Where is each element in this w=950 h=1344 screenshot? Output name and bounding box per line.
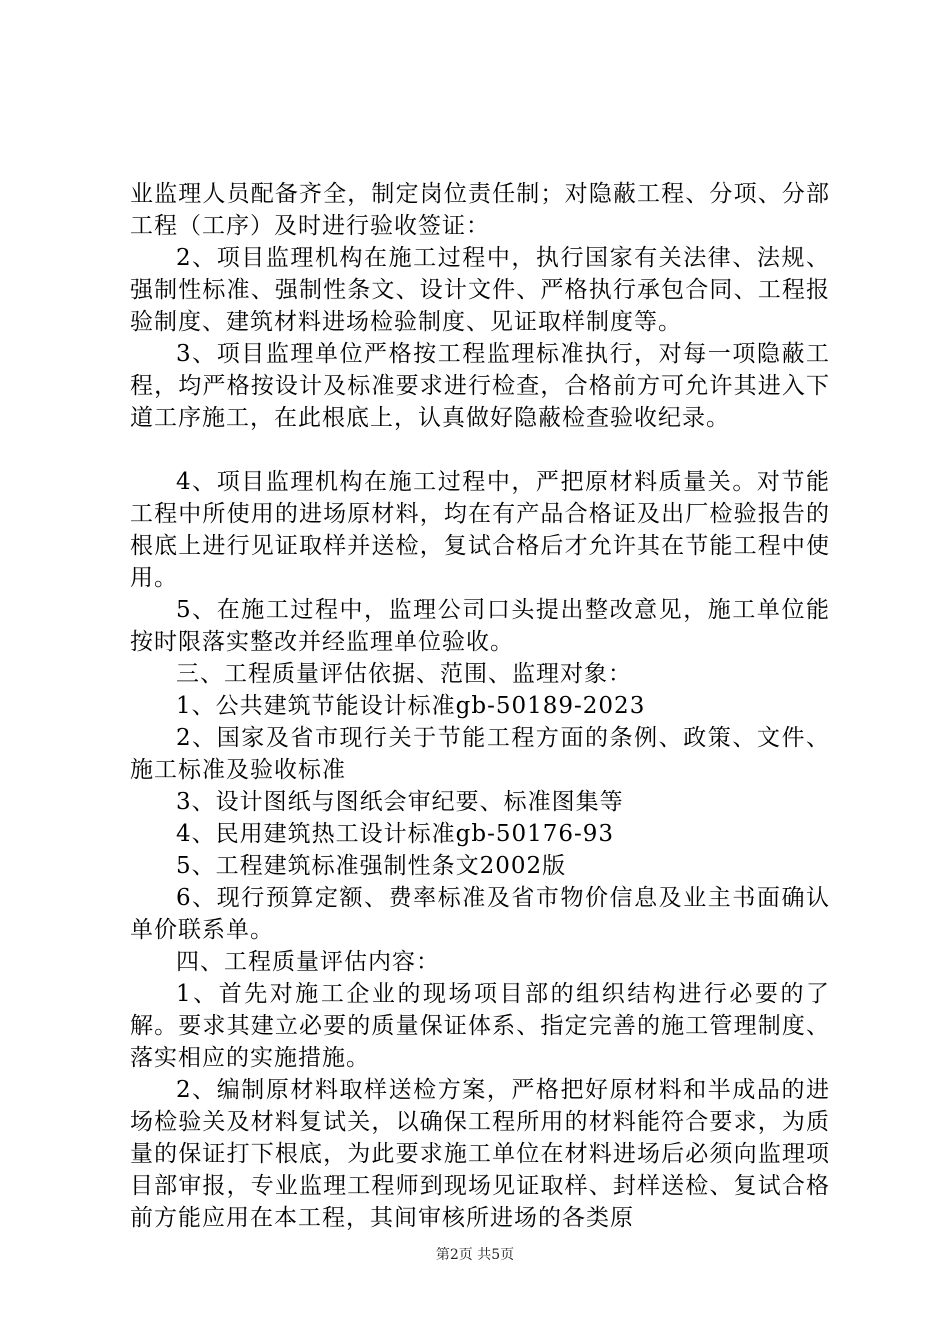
basis-item-6: 6、现行预算定额、费率标准及省市物价信息及业主书面确认单价联系单。 (130, 885, 830, 943)
paragraph-item-2: 2、项目监理机构在施工过程中，执行国家有关法律、法规、强制性标准、强制性条文、设计文件、严格执行承包合同、工程报验制度、建筑材料进场检验制度、见证取样制度等。 (130, 245, 830, 335)
basis-item-4: 4、民用建筑热工设计标准gb-50176-93 (176, 821, 615, 847)
page-footer: 第2页 共5页 (435, 1247, 515, 1263)
paragraph-item-3: 3、项目监理单位严格按工程监理标准执行，对每一项隐蔽工程，均严格按设计及标准要求进行检查，合格前方可允许其进入下道工序施工，在此根底上，认真做好隐蔽检查验收纪录。 (130, 341, 830, 431)
basis-item-5: 5、工程建筑标准强制性条文2002版 (176, 853, 567, 879)
section-heading-4: 四、工程质量评估内容： (176, 949, 440, 975)
document-body (130, 178, 830, 1234)
paragraph-continuation: 业监理人员配备齐全，制定岗位责任制；对隐蔽工程、分项、分部工程（工序）及时进行验收签证： (130, 181, 830, 239)
paragraph-item-5: 5、在施工过程中，监理公司口头提出整改意见，施工单位能按时限落实整改并经监理单位验收。 (130, 597, 830, 655)
paragraph-item-4: 4、项目监理机构在施工过程中，严把原材料质量关。对节能工程中所使用的进场原材料，均在有产品合格证及出厂检验报告的根底上进行见证取样并送检，复试合格后才允许其在节能工程中使用。 (130, 469, 830, 591)
section-heading-3: 三、工程质量评估依据、范围、监理对象： (176, 661, 632, 687)
basis-item-1: 1、公共建筑节能设计标准gb-50189-2023 (176, 693, 646, 719)
basis-item-3: 3、设计图纸与图纸会审纪要、标准图集等 (176, 789, 624, 815)
basis-item-2: 2、国家及省市现行关于节能工程方面的条例、政策、文件、施工标准及验收标准 (130, 725, 830, 783)
content-item-1: 1、首先对施工企业的现场项目部的组织结构进行必要的了解。要求其建立必要的质量保证体系、指定完善的施工管理制度、落实相应的实施措施。 (130, 981, 830, 1071)
content-item-2: 2、编制原材料取样送检方案，严格把好原材料和半成品的进场检验关及材料复试关，以确保工程所用的材料能符合要求，为质量的保证打下根底，为此要求施工单位在材料进场后必须向监理项目部审报，专业监理工程师到现场见证取样、封样送检、复试合格前方能应用在本工程，其间审核所进场的各类原 (130, 1077, 830, 1231)
